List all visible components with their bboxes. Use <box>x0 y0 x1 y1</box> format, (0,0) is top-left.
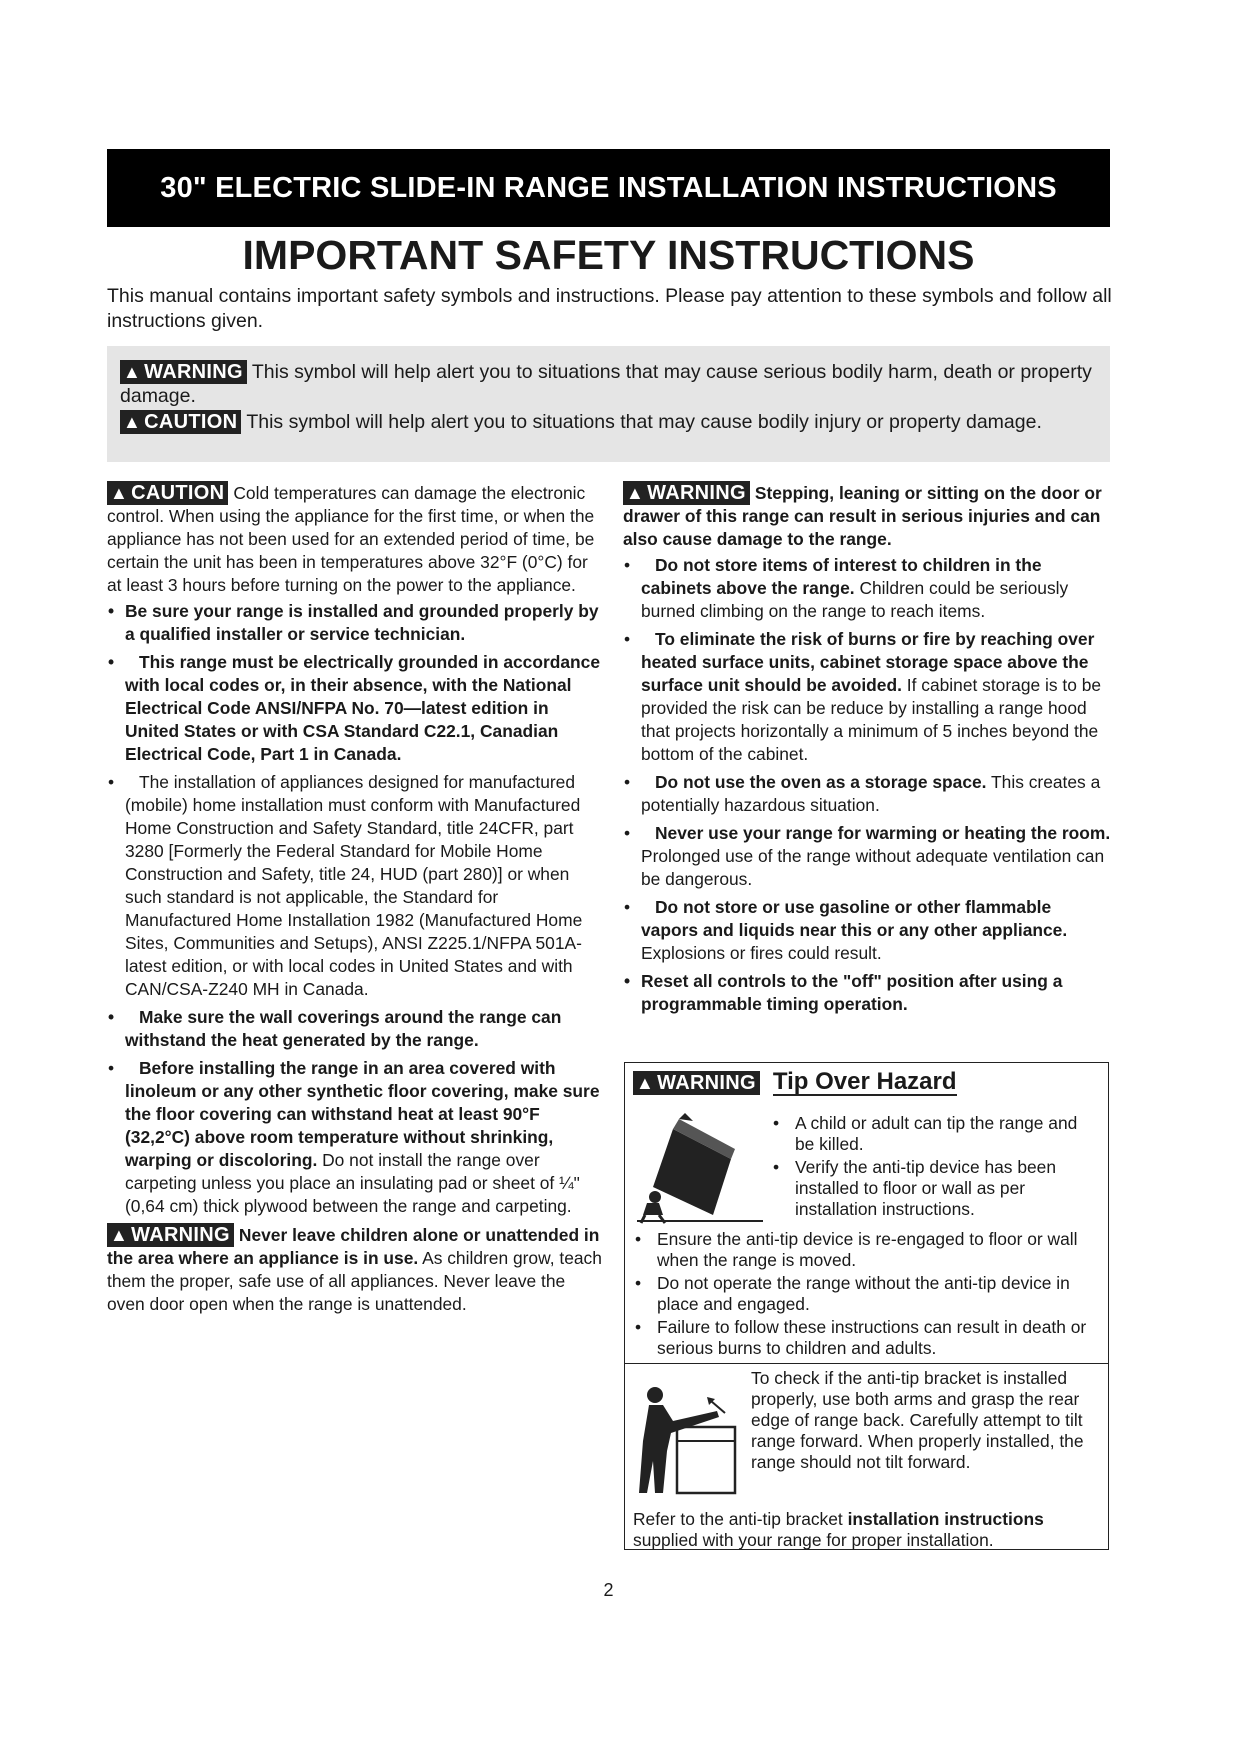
tip-over-title: Tip Over Hazard <box>772 1068 957 1095</box>
alert-triangle-icon: ▲ <box>123 412 142 432</box>
list-item: • This range must be electrically grounded in accordance with local codes or, in their absence, with the National Electrical Code ANSI/NFPA No. 70—latest edition in United States or with CSA Standard C22.1, Canadian Electrical Code, Part 1 in Canada. <box>107 651 607 766</box>
check-bracket-illustration <box>633 1381 743 1499</box>
left-bullet-list <box>107 600 607 1218</box>
caution-badge: ▲ CAUTION <box>107 481 228 505</box>
anti-tip-refer-text: Refer to the anti-tip bracket installation instructions supplied with your range for proper installation. <box>633 1509 1044 1550</box>
list-item: • Never use your range for warming or heating the room. Prolonged use of the range without adequate ventilation can be dangerous. <box>623 822 1111 891</box>
page-number: 2 <box>603 1580 614 1600</box>
warning-badge: ▲ WARNING <box>107 1223 234 1247</box>
list-item: • To eliminate the risk of burns or fire by reaching over heated surface units, cabinet storage space above the surface unit should be avoided. If cabinet storage is to be provided the risk can be reduce by installing a range hood that projects horizontally a minimum of 5 inches beyond the bottom of the cabinet. <box>623 628 1111 766</box>
alert-triangle-icon: ▲ <box>626 483 645 503</box>
tip-over-header <box>633 1068 957 1096</box>
tip-over-hazard-box <box>624 1062 1109 1550</box>
intro-text: This manual contains important safety symbols and instructions. Please pay attention to these symbols and follow all instructions given. <box>107 285 1112 332</box>
list-item: • Do not use the oven as a storage space. This creates a potentially hazardous situation. <box>623 771 1111 817</box>
caution-badge: ▲ CAUTION <box>120 410 241 434</box>
page-title: IMPORTANT SAFETY INSTRUCTIONS <box>242 232 975 278</box>
list-item: • Failure to follow these instructions can result in death or serious burns to children and adults. <box>633 1317 1103 1359</box>
list-item: • Verify the anti-tip device has been installed to floor or wall as per installation instructions. <box>771 1157 1101 1220</box>
caution-cold-paragraph: ▲ CAUTION Cold temperatures can damage the electronic control. When using the appliance for the first time, or when the appliance has not been used for an extended period of time, be certain the unit has been in temperatures above 32°F (0°C) for at least 3 hours before turning on the power to the appliance. <box>107 482 595 595</box>
warning-badge: ▲ WARNING <box>623 481 750 505</box>
list-item: • A child or adult can tip the range and be killed. <box>771 1113 1101 1155</box>
warning-children-paragraph: ▲ WARNING Never leave children alone or unattended in the area where an appliance is in use. As children grow, teach them the proper, safe use of all appliances. Never leave the oven door open when the range is unattended. <box>107 1224 602 1314</box>
alert-triangle-icon: ▲ <box>636 1073 655 1093</box>
list-item: • Before installing the range in an area covered with linoleum or any other synthetic floor covering, make sure the floor covering can withstand heat at least 90°F (32,2°C) above room temperature without shrinking, warping or discoloring. Do not install the range over carpeting unless you place an insulating pad or sheet of ¼" (0,64 cm) thick plywood between the range and carpeting. <box>107 1057 607 1218</box>
list-item: • Make sure the wall coverings around the range can withstand the heat generated by the range. <box>107 1006 607 1052</box>
right-column <box>623 481 1111 1021</box>
document-banner: 30" ELECTRIC SLIDE-IN RANGE INSTALLATION INSTRUCTIONS <box>107 149 1110 227</box>
tip-bullet-list-bottom <box>633 1229 1103 1361</box>
list-item: • Be sure your range is installed and grounded properly by a qualified installer or service technician. <box>107 600 607 646</box>
legend-caution: ▲ CAUTION This symbol will help alert you to situations that may cause bodily injury or property damage. <box>120 410 1102 434</box>
list-item: • Reset all controls to the "off" position after using a programmable timing operation. <box>623 970 1111 1016</box>
list-item: • Do not store or use gasoline or other flammable vapors and liquids near this or any other appliance. Explosions or fires could result. <box>623 896 1111 965</box>
left-column <box>107 481 607 1316</box>
warning-stepping-paragraph: ▲ WARNING Stepping, leaning or sitting on the door or drawer of this range can result in serious injuries and can also cause damage to the range. <box>623 482 1102 549</box>
list-item: • Do not store items of interest to children in the cabinets above the range. Children could be seriously burned climbing on the range to reach items. <box>623 554 1111 623</box>
warning-badge: ▲ WARNING <box>633 1071 760 1095</box>
tip-divider <box>625 1363 1108 1364</box>
alert-triangle-icon: ▲ <box>110 483 129 503</box>
list-item: • Do not operate the range without the anti-tip device in place and engaged. <box>633 1273 1103 1315</box>
alert-triangle-icon: ▲ <box>123 362 142 382</box>
tipping-range-illustration <box>633 1111 768 1231</box>
anti-tip-check-text: To check if the anti-tip bracket is installed properly, use both arms and grasp the rear edge of range back. Carefully attempt to tilt range forward. When properly installed, the range should not tilt forward. <box>751 1368 1084 1472</box>
legend-warning: ▲ WARNING This symbol will help alert you to situations that may cause serious bodily harm, death or property damage. <box>120 361 1092 407</box>
list-item: • Ensure the anti-tip device is re-engaged to floor or wall when the range is moved. <box>633 1229 1103 1271</box>
right-bullet-list <box>623 554 1111 1016</box>
alert-triangle-icon: ▲ <box>110 1225 129 1245</box>
warning-badge: ▲ WARNING <box>120 360 247 384</box>
symbol-legend <box>107 346 1110 462</box>
tip-bullet-list-top <box>771 1113 1101 1222</box>
list-item: • The installation of appliances designed for manufactured (mobile) home installation must conform with Manufactured Home Construction and Safety Standard, title 24CFR, part 3280 [Formerly the Federal Standard for Mobile Home Construction and Safety, title 24, HUD (part 280)] or when such standard is not applicable, the Standard for Manufactured Home Installation 1982 (Manufactured Home Sites, Communities and Setups), ANSI Z225.1/NFPA 501A-latest edition, or with local codes in United States and with CAN/CSA-Z240 MH in Canada. <box>107 771 607 1001</box>
